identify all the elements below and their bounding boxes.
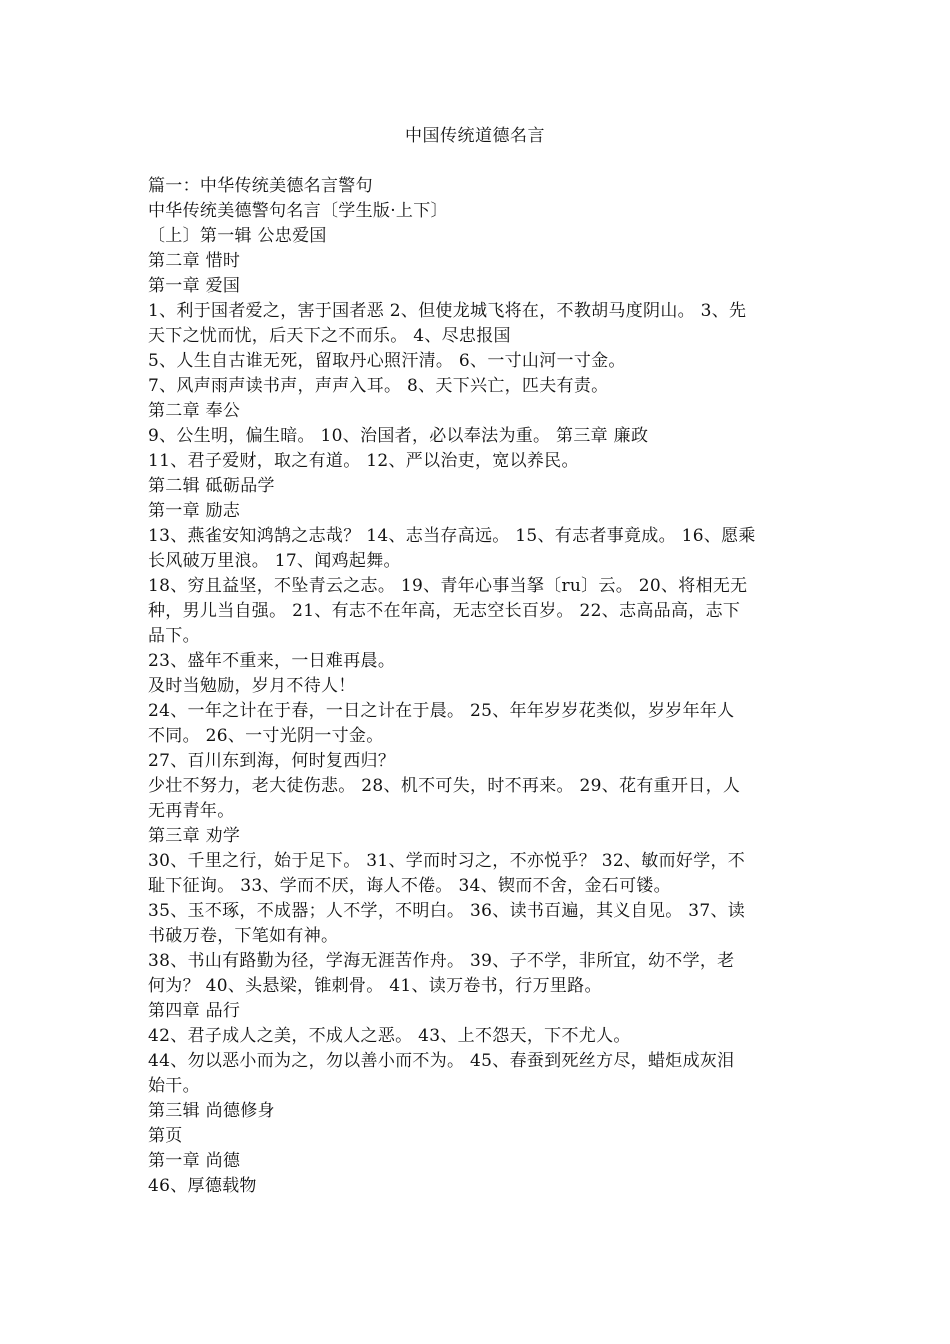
text-line: 品下。 [148,626,200,646]
text-line: 9、公生明，偏生暗。 10、治国者，必以奉法为重。 第三章 廉政 [148,426,649,446]
text-line: 不同。 26、一寸光阴一寸金。 [148,726,384,746]
text-line: 23、盛年不重来，一日难再晨。 [148,651,396,671]
text-line: 长风破万里浪。 17、闻鸡起舞。 [148,551,401,571]
text-line: 1、利于国者爱之，害于国者恶 2、但使龙城飞将在，不教胡马度阴山。 3、先 [148,301,747,321]
text-line: 及时当勉励，岁月不待人！ [148,676,356,696]
text-line: 30、千里之行，始于足下。 31、学而时习之，不亦悦乎？ 32、敏而好学，不 [148,851,746,871]
text-line: 42、君子成人之美，不成人之恶。 43、上不怨天，下不尤人。 [148,1026,631,1046]
text-line: 第一章 尚德 [148,1151,241,1171]
text-line: 27、百川东到海，何时复西归？ [148,751,396,771]
text-line: 篇一：中华传统美德名言警句 [148,176,373,196]
text-line: 第四章 品行 [148,1001,241,1021]
text-line: 种，男儿当自强。 21、有志不在年高，无志空长百岁。 22、志高品高，志下 [148,601,741,621]
text-line: 第三章 劝学 [148,826,241,846]
text-line: 11、君子爱财，取之有道。 12、严以治吏，宽以养民。 [148,451,579,471]
text-line: 7、风声雨声读书声，声声入耳。 8、天下兴亡，匹夫有责。 [148,376,609,396]
text-line: 何为？ 40、头悬梁，锥刺骨。 41、读万卷书，行万里路。 [148,976,602,996]
text-line: 耻下征询。 33、学而不厌，诲人不倦。 34、锲而不舍，金石可镂。 [148,876,671,896]
text-line: 始干。 [148,1076,200,1096]
text-line: 〔上〕第一辑 公忠爱国 [148,226,327,246]
text-line: 24、一年之计在于春，一日之计在于晨。 25、年年岁岁花类似，岁岁年年人 [148,701,735,721]
text-line: 第二章 惜时 [148,251,241,271]
text-line: 无再青年。 [148,801,235,821]
text-line: 第三辑 尚德修身 [148,1101,275,1121]
text-line: 中华传统美德警句名言〔学生版·上下〕 [148,201,448,221]
text-line: 13、燕雀安知鸿鹄之志哉？ 14、志当存高远。 15、有志者事竟成。 16、愿乘 [148,526,756,546]
text-line: 第二章 奉公 [148,401,241,421]
text-line: 第一章 励志 [148,501,241,521]
text-line: 第一章 爱国 [148,276,241,296]
text-line: 35、玉不琢，不成器；人不学，不明白。 36、读书百遍，其义自见。 37、读 [148,901,746,921]
text-line: 少壮不努力，老大徒伤悲。 28、机不可失，时不再来。 29、花有重开日，人 [148,776,741,796]
text-line: 第页 [148,1126,183,1146]
text-line: 书破万卷，下笔如有神。 [148,926,339,946]
text-line: 38、书山有路勤为径，学海无涯苦作舟。 39、子不学，非所宜，幼不学，老 [148,951,735,971]
text-line: 第二辑 砥砺品学 [148,476,275,496]
text-line: 44、勿以恶小而为之，勿以善小而不为。 45、春蚕到死丝方尽，蜡炬成灰泪 [148,1051,735,1071]
text-line: 18、穷且益坚，不坠青云之志。 19、青年心事当拏〔ru〕云。 20、将相无无 [148,576,748,596]
text-line: 5、人生自古谁无死，留取丹心照汗清。 6、一寸山河一寸金。 [148,351,626,371]
document-title: 中国传统道德名言 [405,126,545,146]
text-line: 46、厚德载物 [148,1176,257,1196]
text-line: 天下之忧而忧，后天下之不而乐。 4、尽忠报国 [148,326,511,346]
document-body [148,174,804,1199]
